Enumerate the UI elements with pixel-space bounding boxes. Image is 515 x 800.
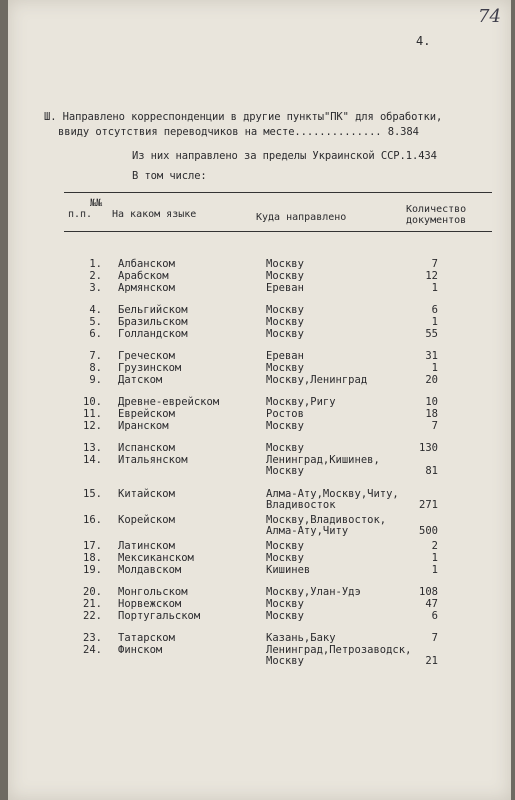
table-row xyxy=(8,408,511,420)
row-number: 4. xyxy=(89,304,102,316)
row-language: Монгольском xyxy=(118,586,188,598)
row-language: Арабском xyxy=(118,270,169,282)
page-number: 4. xyxy=(416,34,431,48)
row-destination: Ереван xyxy=(266,282,304,294)
row-number: 11. xyxy=(83,408,102,420)
row-count: 1 xyxy=(431,282,438,294)
row-destination: Казань,Баку xyxy=(266,632,336,644)
row-number: 16. xyxy=(83,514,102,526)
table-row xyxy=(8,598,511,610)
row-count: 7 xyxy=(431,420,438,432)
intro-line-1: Ш. Направлено корреспонденции в другие пункты"ПК" для обработки, xyxy=(44,111,443,123)
row-count: 21 xyxy=(425,655,438,667)
row-number: 14. xyxy=(83,454,102,466)
table-row xyxy=(8,350,511,362)
document-page xyxy=(8,0,511,800)
row-number: 24. xyxy=(83,644,102,656)
row-language: Бразильском xyxy=(118,316,188,328)
row-destination: Москву xyxy=(266,362,304,374)
row-count: 7 xyxy=(431,632,438,644)
row-destination: Москву xyxy=(266,540,304,552)
row-destination: Москву,Ленинград xyxy=(266,374,368,386)
row-count: 6 xyxy=(431,304,438,316)
row-count: 108 xyxy=(419,586,438,598)
row-destination: Москву xyxy=(266,270,304,282)
row-language: Голландском xyxy=(118,328,188,340)
row-language: Греческом xyxy=(118,350,175,362)
row-number: 5. xyxy=(89,316,102,328)
row-destination: Алма-Ату,Читу xyxy=(266,525,349,537)
intro-line-2: ввиду отсутствия переводчиков на месте.............. 8.384 xyxy=(58,126,419,138)
row-number: 15. xyxy=(83,488,102,500)
row-number: 22. xyxy=(83,610,102,622)
row-number: 12. xyxy=(83,420,102,432)
row-destination: Москву,Ригу xyxy=(266,396,336,408)
row-language: Мексиканском xyxy=(118,552,194,564)
table-row xyxy=(8,514,511,537)
table-row xyxy=(8,552,511,564)
row-language: Португальском xyxy=(118,610,201,622)
row-language: Китайском xyxy=(118,488,175,500)
row-destination: Ростов xyxy=(266,408,304,420)
table-top-rule xyxy=(64,192,492,193)
row-number: 1. xyxy=(89,258,102,270)
row-count: 271 xyxy=(419,499,438,511)
row-destination: Ленинград,Кишинев, xyxy=(266,454,380,466)
row-count: 1 xyxy=(431,552,438,564)
row-language: Молдавском xyxy=(118,564,182,576)
row-number: 18. xyxy=(83,552,102,564)
table-row xyxy=(8,282,511,294)
row-destination: Москву xyxy=(266,420,304,432)
table-row xyxy=(8,328,511,340)
row-number: 2. xyxy=(89,270,102,282)
row-language: Итальянском xyxy=(118,454,188,466)
row-destination: Москву xyxy=(266,465,304,477)
intro-line-3: Из них направлено за пределы Украинской ССР.1.434 xyxy=(132,150,437,162)
row-destination: Москву xyxy=(266,442,304,454)
row-language: Татарском xyxy=(118,632,175,644)
row-destination: Ереван xyxy=(266,350,304,362)
table-row xyxy=(8,304,511,316)
intro-line-4: В том числе: xyxy=(132,170,207,182)
row-count: 20 xyxy=(425,374,438,386)
table-row xyxy=(8,632,511,644)
row-count: 47 xyxy=(425,598,438,610)
table-row xyxy=(8,540,511,552)
row-destination: Москву xyxy=(266,610,304,622)
table-row xyxy=(8,488,511,511)
row-count: 1 xyxy=(431,316,438,328)
row-count: 81 xyxy=(425,465,438,477)
row-language: Иранском xyxy=(118,420,169,432)
row-destination: Владивосток xyxy=(266,499,336,511)
row-count: 55 xyxy=(425,328,438,340)
row-number: 23. xyxy=(83,632,102,644)
row-language: Еврейском xyxy=(118,408,175,420)
header-count-line-2: документов xyxy=(406,215,467,226)
row-number: 7. xyxy=(89,350,102,362)
row-count: 500 xyxy=(419,525,438,537)
row-destination: Кишинев xyxy=(266,564,311,576)
row-count: 18 xyxy=(425,408,438,420)
header-num-line-1: №№ xyxy=(90,198,103,209)
row-language: Корейском xyxy=(118,514,175,526)
row-number: 3. xyxy=(89,282,102,294)
table-row xyxy=(8,396,511,408)
row-language: Албанском xyxy=(118,258,175,270)
header-language: На каком языке xyxy=(112,209,197,220)
row-count: 130 xyxy=(419,442,438,454)
row-destination: Москву xyxy=(266,258,304,270)
row-count: 2 xyxy=(431,540,438,552)
row-language: Грузинском xyxy=(118,362,182,374)
row-language: Испанском xyxy=(118,442,175,454)
table-row xyxy=(8,362,511,374)
row-number: 6. xyxy=(89,328,102,340)
row-count: 31 xyxy=(425,350,438,362)
table-row xyxy=(8,644,511,667)
row-language: Древне-еврейском xyxy=(118,396,220,408)
row-count: 10 xyxy=(425,396,438,408)
table-row xyxy=(8,586,511,598)
row-destination: Алма-Ату,Москву,Читу, xyxy=(266,488,399,500)
table-row xyxy=(8,316,511,328)
row-destination: Москву xyxy=(266,304,304,316)
row-destination: Ленинград,Петрозаводск, xyxy=(266,644,412,656)
row-language: Армянском xyxy=(118,282,175,294)
table-row xyxy=(8,454,511,477)
row-count: 12 xyxy=(425,270,438,282)
table-row xyxy=(8,270,511,282)
row-language: Датском xyxy=(118,374,163,386)
row-destination: Москву,Улан-Удэ xyxy=(266,586,361,598)
handwritten-sheet-number: 74 xyxy=(478,6,501,27)
table-row xyxy=(8,442,511,454)
row-count: 1 xyxy=(431,564,438,576)
row-count: 7 xyxy=(431,258,438,270)
row-number: 19. xyxy=(83,564,102,576)
row-destination: Москву xyxy=(266,316,304,328)
table-row xyxy=(8,374,511,386)
row-number: 10. xyxy=(83,396,102,408)
table-row xyxy=(8,564,511,576)
row-number: 8. xyxy=(89,362,102,374)
row-count: 1 xyxy=(431,362,438,374)
row-number: 13. xyxy=(83,442,102,454)
row-destination: Москву xyxy=(266,598,304,610)
row-count: 6 xyxy=(431,610,438,622)
row-destination: Москву,Владивосток, xyxy=(266,514,387,526)
header-num-line-2: п.п. xyxy=(68,209,93,220)
header-destination: Куда направлено xyxy=(256,212,347,223)
row-destination: Москву xyxy=(266,552,304,564)
row-language: Норвежском xyxy=(118,598,182,610)
row-destination: Москву xyxy=(266,655,304,667)
row-language: Латинском xyxy=(118,540,175,552)
row-language: Финском xyxy=(118,644,163,656)
table-row xyxy=(8,420,511,432)
row-number: 20. xyxy=(83,586,102,598)
header-count-line-1: Количество xyxy=(406,204,467,215)
table-row xyxy=(8,258,511,270)
row-number: 21. xyxy=(83,598,102,610)
row-language: Бельгийском xyxy=(118,304,188,316)
table-header-rule xyxy=(64,231,492,232)
table-row xyxy=(8,610,511,622)
row-number: 17. xyxy=(83,540,102,552)
row-destination: Москву xyxy=(266,328,304,340)
row-number: 9. xyxy=(89,374,102,386)
